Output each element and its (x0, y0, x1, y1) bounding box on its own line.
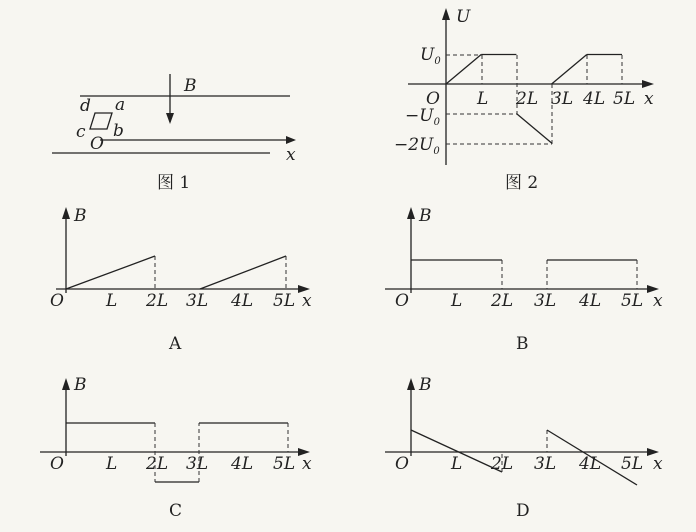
fig2-tick-L: L (477, 89, 489, 109)
option-c-x-label: x (302, 454, 312, 474)
option-a-label: A (169, 334, 182, 354)
fig2-y-label: U (456, 7, 471, 27)
fig1-origin: O (90, 134, 104, 154)
corner-a: a (115, 95, 126, 115)
option-c-tick-L: L (106, 454, 118, 474)
fig2-x-label: x (644, 89, 654, 109)
option-b-origin: O (395, 291, 409, 311)
option-d-graph (385, 375, 663, 521)
tick-u0: $U_0$ (420, 45, 441, 67)
option-c-y-label: B (74, 375, 87, 395)
corner-c: c (76, 122, 86, 142)
option-a-y-label: B (74, 206, 87, 226)
figure-1 (52, 74, 296, 193)
fig2-tick-2L: 2L (516, 89, 539, 109)
option-b-graph (385, 206, 663, 354)
figure-2-caption: 图 2 (505, 173, 539, 193)
option-b-tick-3L: 3L (534, 291, 557, 311)
figure-1-caption: 图 1 (157, 173, 191, 193)
option-d-y-arrow (407, 378, 415, 390)
option-a-tick-L: L (106, 291, 118, 311)
option-b-x-label: x (653, 291, 663, 311)
option-d-tick-2L: 2L (491, 454, 514, 474)
option-c-label: C (169, 501, 183, 521)
fig2-tick-3L: 3L (551, 89, 574, 109)
figure-2 (394, 7, 654, 193)
option-c-tick-2L: 2L (146, 454, 169, 474)
option-a-tick-3L: 3L (186, 291, 209, 311)
option-c-tick-3L: 3L (186, 454, 209, 474)
option-d-tick-L: L (451, 454, 463, 474)
fig2-tick-4L: 4L (583, 89, 606, 109)
option-a-y-arrow (62, 207, 70, 219)
tick-neg-2u0: $-2U_0$ (394, 135, 440, 157)
option-c-tick-5L: 5L (273, 454, 296, 474)
fig2-y-arrow-head (442, 8, 450, 20)
option-d-x-label: x (653, 454, 663, 474)
option-d-tick-5L: 5L (621, 454, 644, 474)
option-a-origin: O (50, 291, 64, 311)
fig2-x-arrow-head (642, 80, 654, 88)
corner-d: d (80, 96, 91, 116)
option-b-tick-2L: 2L (491, 291, 514, 311)
wire-loop-abcd (90, 113, 112, 129)
option-a-tick-2L: 2L (146, 291, 169, 311)
voltage-segment-4 (552, 55, 587, 85)
option-d-label: D (516, 501, 530, 521)
option-b-tick-4L: 4L (579, 291, 602, 311)
option-b-tick-5L: 5L (621, 291, 644, 311)
option-a-x-label: x (302, 291, 312, 311)
fig1-x-label: x (286, 145, 296, 165)
option-d-tick-4L: 4L (579, 454, 602, 474)
fig2-tick-5L: 5L (613, 89, 636, 109)
field-arrow-head (166, 113, 174, 124)
voltage-segment-1 (446, 55, 481, 85)
option-d-tick-3L: 3L (534, 454, 557, 474)
option-d-y-label: B (419, 375, 432, 395)
option-d-origin: O (395, 454, 409, 474)
fig1-x-arrow-head (286, 136, 296, 144)
option-c-y-arrow (62, 378, 70, 390)
option-a-tick-4L: 4L (231, 291, 254, 311)
option-a-graph (50, 206, 312, 354)
option-c-tick-4L: 4L (231, 454, 254, 474)
option-b-y-label: B (419, 206, 432, 226)
tick-neg-u0: $-U_0$ (405, 106, 440, 128)
option-c-origin: O (50, 454, 64, 474)
option-b-y-arrow (407, 207, 415, 219)
fig2-origin: O (426, 89, 440, 109)
option-b-label: B (516, 334, 529, 354)
option-a-ramp-2 (200, 256, 286, 289)
option-c-graph (40, 375, 312, 521)
option-b-tick-L: L (451, 291, 463, 311)
option-a-tick-5L: 5L (273, 291, 296, 311)
voltage-segment-3 (516, 114, 551, 144)
field-label: B (184, 76, 197, 96)
corner-b: b (113, 121, 124, 141)
option-a-ramp-1 (66, 256, 155, 289)
